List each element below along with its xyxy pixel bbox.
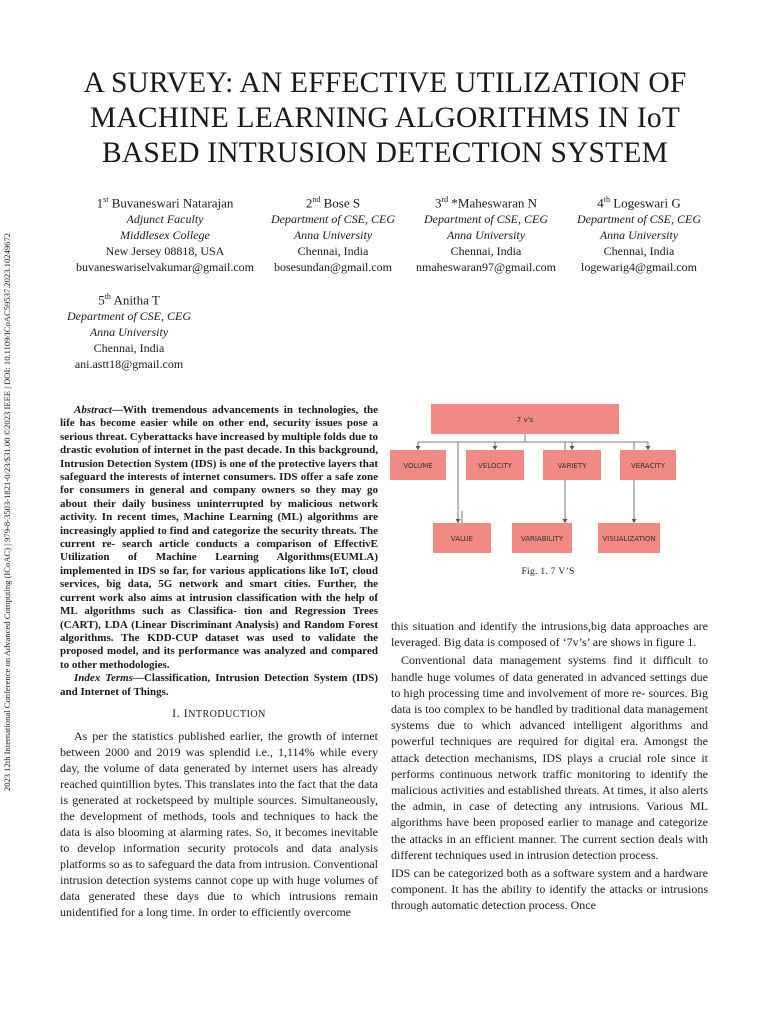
author-affiliation: Department of CSE, CEG <box>424 212 548 227</box>
node-visualization-label: VISUALIZATION <box>602 535 656 543</box>
introduction-left-column <box>60 728 378 920</box>
conference-doi-text: 2023 12th International Conference on Advanced Computing (ICoAC) | 979-8-3503-1821-0/23/$31.00 ©2023 IEEE | DOI: 10.1109/ICoAC59537.2023.10249672 <box>2 232 12 792</box>
node-veracity-label: VERACITY <box>631 462 665 470</box>
node-value <box>433 523 491 553</box>
author-name: Bose S <box>320 195 361 211</box>
node-7vs-root-label: 7 v's <box>516 416 534 424</box>
node-veracity <box>620 450 676 480</box>
title-line-2: MACHINE LEARNING ALGORITHMS IN IoT <box>89 102 681 134</box>
paragraph: Conventional data management systems find it difficult to handle huge volumes of data generated in advanced settings due to high processing time and involvement of more re- sources. Big data is too complex to be handled by traditional data management systems due to which advanced intelligent algorithms and powerful techniques are required for digital era. Amongst the attack detection mechanisms, IDS plays a crucial role since it performs continuous network traffic monitoring to identify the malicious activities and established threats. At times, it also alerts the admin, in case of detecting any intrusions. Various ML algorithms have been proposed earlier to manage and categorize the attacks in an efficient manner. The current section deals with different techniques used in intrusion detection process. <box>391 653 708 862</box>
author-email[interactable]: nmaheswaran97@gmail.com <box>415 260 556 275</box>
connector-arrow <box>456 519 461 523</box>
connector-arrow <box>493 446 498 450</box>
abstract <box>60 404 378 699</box>
node-variety-label: VARIETY <box>557 462 587 470</box>
author-location: Chennai, India <box>93 341 165 356</box>
author-ord: 1 <box>96 195 104 211</box>
author-block-2 <box>258 192 408 275</box>
index-terms-text: —Classification, Intrusion Detection System (IDS) and Internet of Things. <box>60 672 378 698</box>
author-ord: 2 <box>305 195 313 211</box>
connector-lines <box>416 434 651 523</box>
author-block-3 <box>408 192 564 275</box>
node-volume <box>390 450 446 480</box>
seven-vs-tree <box>388 402 708 567</box>
author-affiliation: Department of CSE, CEG <box>577 212 701 227</box>
paragraph: IDS can be categorized both as a software system and a hardware component. It has the ability to identify the attacks or intrusions through automatic detection process. Once <box>391 866 708 913</box>
node-variety <box>543 450 601 480</box>
author-ord: 4 <box>597 195 604 211</box>
node-variability <box>512 523 572 553</box>
author-block-4 <box>566 192 712 275</box>
author-location: New Jersey 08818, USA <box>105 244 225 259</box>
abstract-label: Abstract <box>74 404 112 416</box>
author-name: *Maheswaran N <box>448 195 537 211</box>
connector-arrow <box>646 446 651 450</box>
author-institution: Middlesex College <box>120 228 210 243</box>
connector-arrow <box>563 519 568 523</box>
connector-arrow <box>632 519 637 523</box>
right-column <box>391 618 708 916</box>
figure-7vs-diagram <box>388 402 708 567</box>
node-variability-label: VARIABILITY <box>520 535 564 543</box>
node-visualization <box>598 523 660 553</box>
author-name: Logeswari G <box>609 195 681 211</box>
author-name: Buvaneswari Natarajan <box>108 195 234 211</box>
author-email[interactable]: bosesundan@gmail.com <box>273 260 393 275</box>
author-affiliation: Adjunct Faculty <box>126 212 204 227</box>
section-number: I. <box>172 706 184 720</box>
node-value-label: VALUE <box>450 535 474 543</box>
section-heading-introduction <box>60 706 378 721</box>
author-ord-sup: rd <box>441 195 449 204</box>
author-affiliation: Department of CSE, CEG <box>271 212 395 227</box>
paragraph: this situation and identify the intrusions,big data approaches are leveraged. Big data is composed of ‘7v’s’ are shows in figure 1. <box>391 619 708 650</box>
author-location: Chennai, India <box>297 244 369 259</box>
diagram-nodes <box>390 404 676 553</box>
node-7vs-root <box>431 404 619 434</box>
section-title-rest: NTRODUCTION <box>188 709 266 720</box>
author-ord-sup: nd <box>312 195 321 204</box>
paragraph: As per the statistics published earlier, the growth of internet between 2000 and 2019 was splendid i.e., 1,114% while every day, the volume of data generated by internet users has already reached quintillion bytes. This translates into the fact that the data is generated at rocketspeed by multiple sources. Simultaneously, the development of methods, tools and techniques to hack the data is also blooming at alarming rates. So, it becomes inevitable to develop information security protocols and data analysis platforms so as to safeguard the data from intrusion. Conventional intrusion detection systems cannot cope up with huge volumes of data generated these days due to which intrusions remain unidentified for a long time. In order to efficiently overcome <box>60 729 378 919</box>
author-ord: 5 <box>98 292 105 308</box>
author-block-5 <box>56 289 202 372</box>
author-email[interactable]: buvaneswariselvakumar@gmail.com <box>76 260 254 275</box>
title-line-1: A SURVEY: AN EFFECTIVE UTILIZATION OF <box>83 67 687 99</box>
node-velocity <box>466 450 524 480</box>
author-institution: Anna University <box>89 325 169 340</box>
node-volume-label: VOLUME <box>403 462 433 470</box>
author-location: Chennai, India <box>450 244 522 259</box>
node-velocity-label: VELOCITY <box>478 462 512 470</box>
author-institution: Anna University <box>446 228 526 243</box>
figure-caption: Fig. 1. 7 V’S <box>521 567 575 577</box>
author-ord-sup: st <box>103 195 109 204</box>
author-email[interactable]: ani.astt18@gmail.com <box>74 357 184 372</box>
author-email[interactable]: logewarig4@gmail.com <box>580 260 698 275</box>
paper-title <box>40 66 730 171</box>
connector-arrow <box>570 446 575 450</box>
title-line-3: BASED INTRUSION DETECTION SYSTEM <box>101 137 669 169</box>
author-ord-sup: th <box>104 292 111 301</box>
author-institution: Anna University <box>293 228 373 243</box>
author-block-1 <box>60 192 270 275</box>
author-ord-sup: th <box>603 195 610 204</box>
author-ord: 3 <box>435 195 442 211</box>
author-location: Chennai, India <box>603 244 675 259</box>
author-affiliation: Department of CSE, CEG <box>67 309 191 324</box>
abstract-text: —With tremendous advancements in technologies, the life has become easier while on other end, security issues pose a serious threat. Cyberattacks have increased by multiple folds due to drastic evolution of internet in the past decade. In this background, Intrusion Detection System (IDS) is one of the protective layers that safeguard the interests of internet consumers. IDS offer a safe zone for consumers in general and company owners so they may go about their daily business uninterrupted by malicious network activity. In recent times, Machine Learning (ML) algorithms are increasingly applied to find and categorize the security threats. The current re- search article conducts a comparison of EffectivE Utilization of Machine Learning Algorithms(EUMLA) implemented in IDS so far, for various applications like IoT, cloud services, big data, 5G network and smart cities. Further, the current work also aims at intrusion classification with the help of ML algorithms such as Classifica- tion and Regression Trees (CART), LDA (Linear Discriminant Analysis) and Random Forest algorithms. The KDD-CUP dataset was used to validate the proposed model, and its performance was analyzed and compared to other methodologies. <box>60 404 378 671</box>
section-title-initial: I <box>183 706 189 720</box>
connector-arrow <box>416 446 421 450</box>
index-terms-label: Index Terms <box>74 672 133 685</box>
author-institution: Anna University <box>599 228 679 243</box>
author-name: Anitha T <box>110 292 160 308</box>
